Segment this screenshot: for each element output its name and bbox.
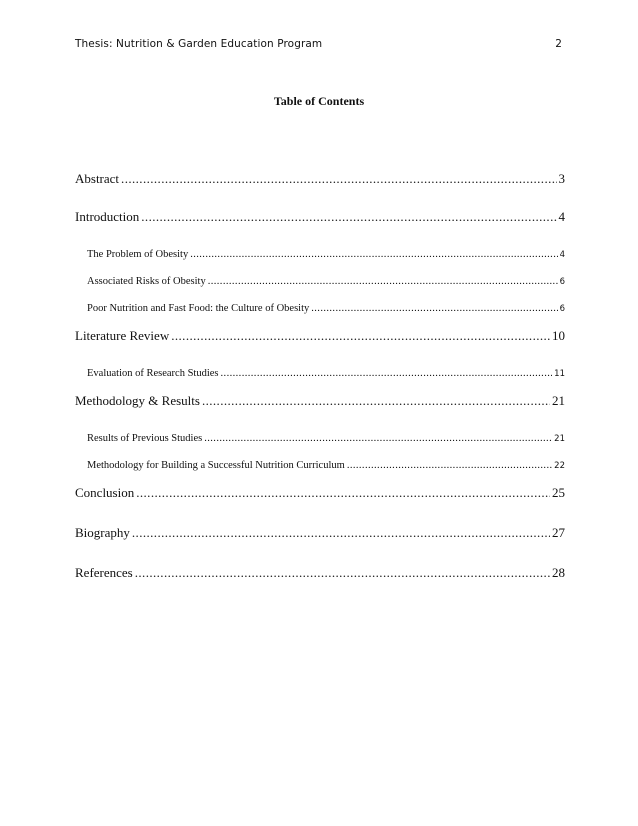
page-number: 2 [555,38,562,50]
toc-entry-page: 10 [552,328,565,343]
toc-entry-label: Results of Previous Studies [87,433,203,444]
running-header [75,38,562,54]
toc-entry-label: Introduction [75,209,140,224]
toc-entry-label: The Problem of Obesity [87,249,189,260]
dot-leader [135,565,550,581]
dot-leader [208,276,558,287]
toc-entry-label: Abstract [75,171,120,186]
dot-leader [311,303,557,314]
toc-entry-label: Literature Review [75,328,170,343]
toc-entry-conclusion[interactable] [75,485,565,501]
toc-entry-methodology-curriculum[interactable] [87,460,565,471]
toc-entry-label: Biography [75,525,130,540]
toc-entry-label: Associated Risks of Obesity [87,276,206,287]
toc-entry-label: Poor Nutrition and Fast Food: the Culture of Obesity [87,303,310,314]
dot-leader [171,328,550,344]
dot-leader [221,368,553,379]
toc-entry-literature-review[interactable] [75,328,565,344]
toc-entry-page: 11 [554,369,565,379]
dot-leader [202,393,550,409]
toc-entry-page: 21 [554,434,565,444]
toc-entry-methodology-results[interactable] [75,393,565,409]
toc-entry-label: Conclusion [75,485,135,500]
toc-entry-label: Methodology & Results [75,393,200,408]
toc-entry-biography[interactable] [75,525,565,541]
dot-leader [204,433,552,444]
toc-entry-references[interactable] [75,565,565,581]
dot-leader [121,171,556,187]
dot-leader [190,249,557,260]
toc-entry-page: 27 [552,525,565,540]
toc-entry-introduction[interactable] [75,209,565,225]
toc-entry-page: 3 [558,171,565,186]
toc-entry-page: 22 [554,461,565,471]
toc-entry-label: Methodology for Building a Successful Nutrition Curriculum [87,460,345,471]
toc-entry-page: 4 [559,250,565,260]
toc-entry-page: 4 [558,209,565,224]
toc-entry-culture-of-obesity[interactable] [87,303,565,314]
toc-entry-associated-risks[interactable] [87,276,565,287]
dot-leader [141,209,556,225]
toc-entry-page: 6 [559,304,565,314]
toc-entry-page: 28 [552,565,565,580]
toc-entry-page: 6 [559,277,565,287]
dot-leader [347,460,552,471]
toc-entry-page: 25 [552,485,565,500]
toc-entry-problem-of-obesity[interactable] [87,249,565,260]
toc-entry-evaluation-of-research[interactable] [87,368,565,379]
toc-entry-abstract[interactable] [75,171,565,187]
dot-leader [132,525,550,541]
toc-entry-label: References [75,565,133,580]
dot-leader [136,485,550,501]
toc-entry-page: 21 [552,393,565,408]
toc-entry-label: Evaluation of Research Studies [87,368,219,379]
running-title: Thesis: Nutrition & Garden Education Program [75,38,323,50]
toc-title: Table of Contents [273,94,365,108]
toc-entry-results-previous-studies[interactable] [87,433,565,444]
